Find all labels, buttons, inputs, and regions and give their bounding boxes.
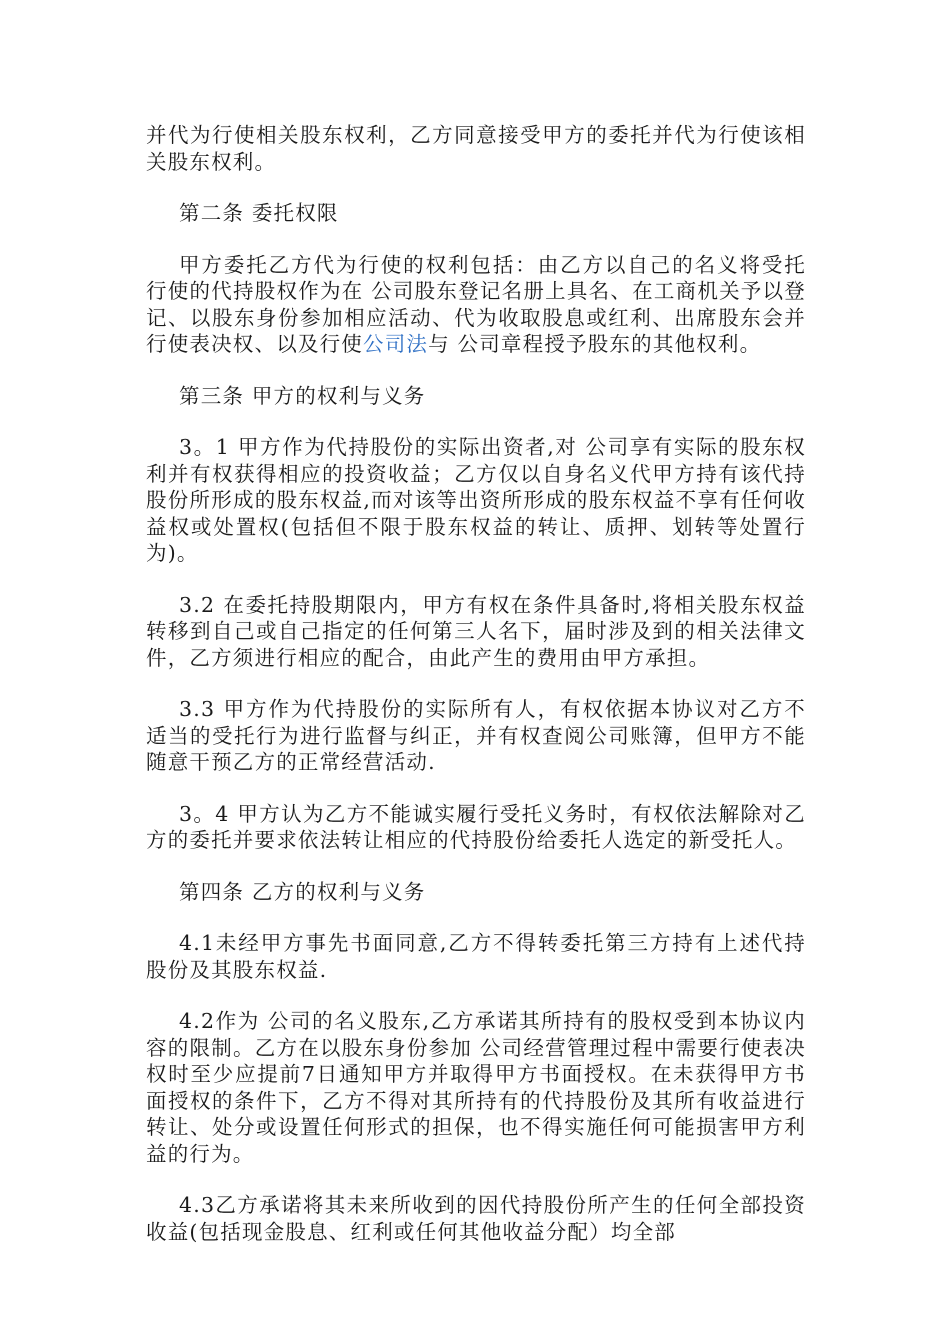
article-2-heading: 第二条 委托权限: [179, 201, 339, 225]
clause-4-2: 4.2作为 公司的名义股东,乙方承诺其所持有的股权受到本协议内容的限制。乙方在以股东身份参加 公司经营管理过程中需要行使表决权时至少应提前7日通知甲方并取得甲方书面授权。在未获得甲方书面授权的条件下，乙方不得对其所持有的代持股份及其所有收益进行转让、处分或设置任何形式的担保，也不得实施任何可能损害甲方利益的行为。: [146, 1009, 806, 1166]
article-2-text-before: 甲方委托乙方代为行使的权利包括：由乙方以自己的名义将受托行使的代持股权作为在 公司股东登记名册上具名、在工商机关予以登记、以股东身份参加相应活动、代为收取股息或红利、出席股东会并行使表决权、以及行使: [146, 252, 806, 356]
article-2-body: [146, 252, 806, 358]
article-4-heading: 第四条 乙方的权利与义务: [179, 879, 426, 904]
paragraph-intro: 并代为行使相关股东权利，乙方同意接受甲方的委托并代为行使该相关股东权利。: [146, 123, 806, 174]
clause-3-2: 3.2 在委托持股期限内，甲方有权在条件具备时,将相关股东权益转移到自己或自己指定的任何第三人名下，届时涉及到的相关法律文件，乙方须进行相应的配合，由此产生的费用由甲方承担。: [146, 592, 806, 670]
document-page: [146, 122, 806, 1270]
clause-3-1: 3。1 甲方作为代持股份的实际出资者,对 公司享有实际的股东权利并有权获得相应的投资收益；乙方仅以自身名义代甲方持有该代持股份所形成的股东权益,而对该等出资所形成的股东权益不享有任何收益权或处置权(包括但不限于股东权益的转让、质押、划转等处置行为)。: [146, 435, 806, 565]
clause-3-3: 3.3 甲方作为代持股份的实际所有人，有权依据本协议对乙方不适当的受托行为进行监督与纠正，并有权查阅公司账簿，但甲方不能随意干预乙方的正常经营活动.: [146, 697, 806, 774]
company-law-link[interactable]: 公司法: [363, 332, 429, 356]
clause-4-3: 4.3乙方承诺将其未来所收到的因代持股份所产生的任何全部投资收益(包括现金股息、红利或任何其他收益分配）均全部: [146, 1193, 806, 1244]
article-2-text-after: 与 公司章程授予股东的其他权利。: [428, 332, 762, 356]
clause-3-4: 3。4 甲方认为乙方不能诚实履行受托义务时，有权依法解除对乙方的委托并要求依法转让相应的代持股份给委托人选定的新受托人。: [146, 801, 806, 852]
clause-4-1: 4.1未经甲方事先书面同意,乙方不得转委托第三方持有上述代持股份及其股东权益.: [146, 931, 806, 982]
article-3-heading: 第三条 甲方的权利与义务: [179, 383, 426, 408]
